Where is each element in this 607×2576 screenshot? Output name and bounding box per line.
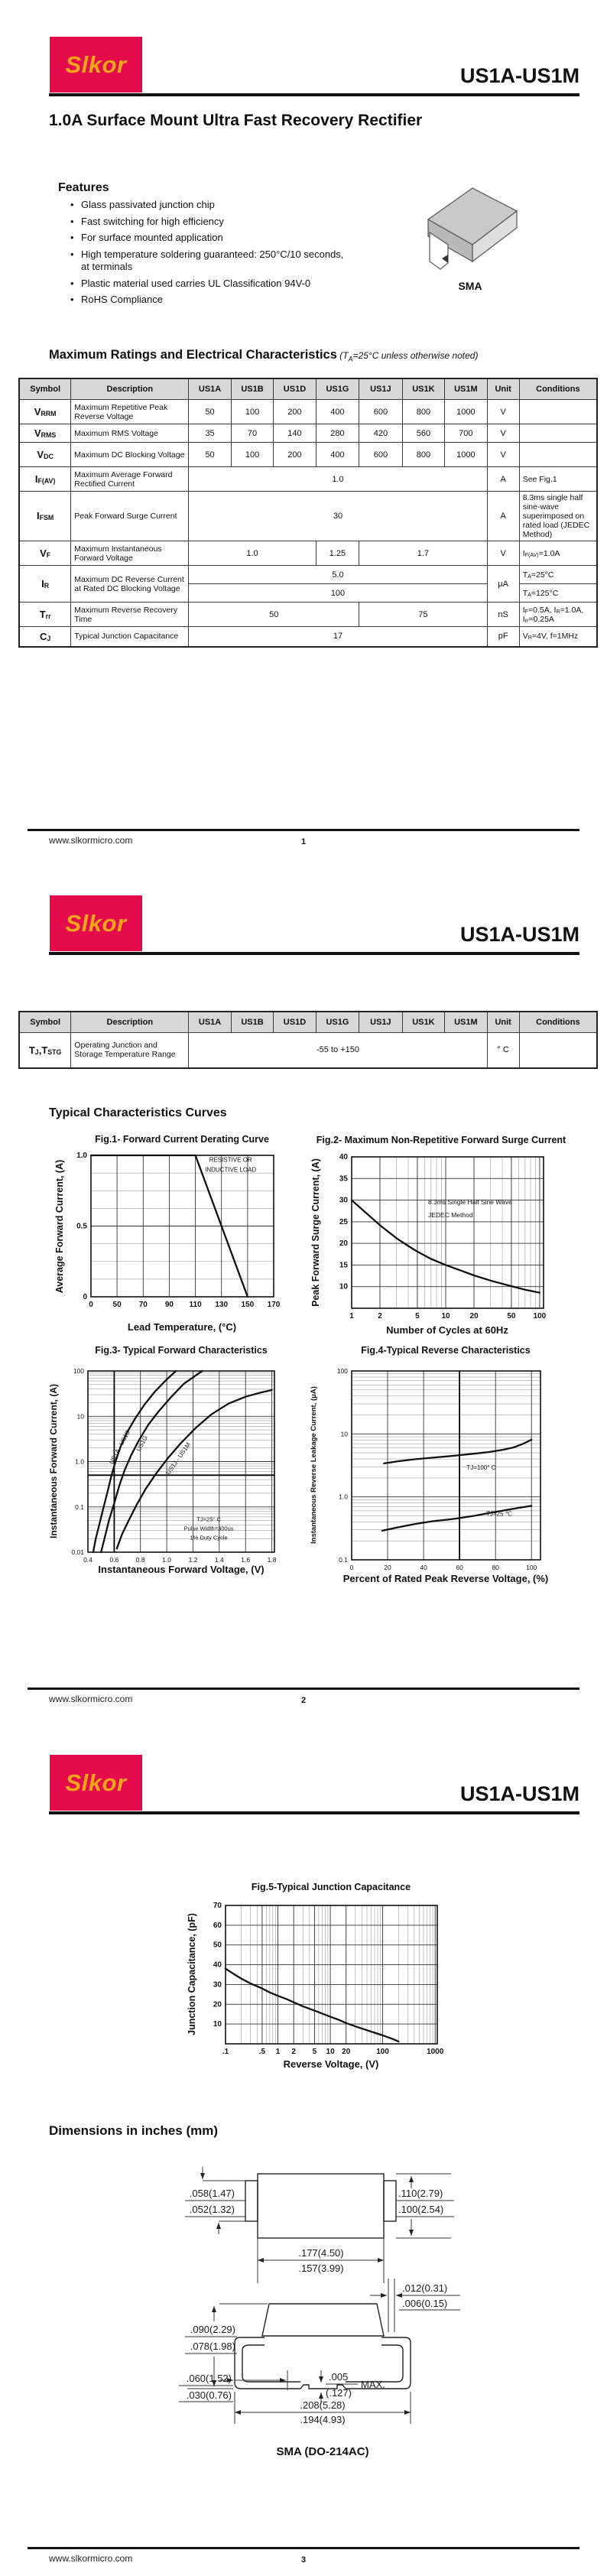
svg-text:0.1: 0.1 [339,1556,348,1564]
fig2-chart [302,1130,566,1340]
table-cell: pF [487,627,519,647]
dim-lead-width-min: .052(1.32) [189,2204,235,2215]
page-title: 1.0A Surface Mount Ultra Fast Recovery Rectifier [49,112,423,129]
footer-rule [28,1688,579,1690]
part-number: US1A-US1M [459,923,579,946]
table-cell: 17 [189,627,487,647]
svg-text:Fig.1- Forward Current Deratin: Fig.1- Forward Current Derating Curve [95,1134,269,1145]
column-header: Unit [487,378,519,400]
svg-text:1.0: 1.0 [75,1457,84,1466]
dim-standoff-mm: (.127) [326,2387,352,2399]
svg-text:Instantaneous Reverse Leakage: Instantaneous Reverse Leakage Current, (μA) [310,1386,318,1544]
table-cell: IF(AV) [19,467,71,492]
dim-overall-length-max: .208(5.28) [300,2399,346,2411]
table-cell: VR=4V, f=1MHz [519,627,597,647]
column-header: Symbol [19,1012,71,1033]
package-caption: SMA (DO-214AC) [276,2445,369,2458]
svg-text:100: 100 [376,2048,389,2056]
ratings-heading-text: Maximum Ratings and Electrical Characteristics [49,348,337,362]
table-row [19,603,597,627]
svg-text:Fig.5-Typical Junction Capacit: Fig.5-Typical Junction Capacitance [251,1882,411,1892]
column-header: Unit [487,1012,519,1033]
svg-text:Junction Capacitance, (pF): Junction Capacitance, (pF) [187,1913,197,2035]
feature-item: • Glass passivated junction chip [70,199,399,212]
table-cell: Maximum DC Reverse Current at Rated DC Blocking Voltage [71,566,189,603]
column-header: US1A [189,378,231,400]
table-cell: 400 [316,443,359,467]
dim-foot-length-max: .060(1.52) [186,2373,232,2384]
svg-text:Peak Forward Surge Current, (A: Peak Forward Surge Current, (A) [310,1158,321,1307]
svg-text:40: 40 [213,1960,222,1970]
svg-text:Pulse Width=300us: Pulse Width=300us [183,1525,234,1532]
svg-text:Number of Cycles at 60Hz: Number of Cycles at 60Hz [386,1324,508,1336]
features-list [70,199,399,310]
svg-text:0.5: 0.5 [76,1222,87,1231]
table-cell: VDC [19,443,71,467]
table-cell: Operating Junction and Storage Temperature Range [71,1033,189,1068]
dimensions-heading: Dimensions in inches (mm) [49,2123,219,2138]
ratings-heading [49,348,478,362]
table-cell: Maximum Instantaneous Forward Voltage [71,541,189,566]
svg-text:10: 10 [326,2048,335,2056]
footer-website: www.slkormicro.com [49,1694,133,1704]
svg-text:Lead Temperature, (°C): Lead Temperature, (°C) [127,1321,237,1333]
brand-logo [50,37,142,93]
brand-logo [50,895,142,951]
header-row [19,1012,597,1033]
fig4-chart [302,1342,566,1588]
ratings-table [18,378,598,648]
ratings-note-sub: A [348,355,353,363]
dim-height-max: .090(2.29) [190,2324,235,2335]
footer-website: www.slkormicro.com [49,2553,133,2564]
header-rule [49,952,579,955]
svg-text:US1J - US1M: US1J - US1M [164,1441,192,1476]
page-number: 1 [300,837,307,846]
table-row [19,1033,597,1068]
column-header: US1D [274,378,316,400]
svg-text:5: 5 [312,2048,317,2056]
svg-text:Fig.2- Maximum Non-Repetitive: Fig.2- Maximum Non-Repetitive Forward Surge Current [316,1135,566,1145]
svg-text:1.8: 1.8 [267,1556,277,1564]
svg-text:0: 0 [349,1564,354,1571]
table-cell: 50 [189,443,231,467]
table-cell: 1000 [445,443,487,467]
table-cell: IF(AV)=1.0A [519,541,597,566]
svg-text:80: 80 [492,1564,499,1571]
svg-text:Percent of Rated Peak Reverse: Percent of Rated Peak Reverse Voltage, (%) [342,1573,549,1584]
table-cell: TA=125°C [519,584,597,603]
table-cell: 100 [231,443,273,467]
svg-text:TJ=25 ℃: TJ=25 ℃ [486,1510,512,1518]
temperature-table [18,1011,598,1069]
svg-text:20: 20 [384,1564,391,1571]
dim-lead-thickness-min: .006(0.15) [402,2298,448,2309]
svg-text:1.0: 1.0 [339,1493,348,1501]
table-cell: 1.0 [189,541,316,566]
svg-text:0: 0 [83,1293,87,1301]
svg-text:Fig.3- Typical Forward Charact: Fig.3- Typical Forward Characteristics [95,1345,268,1356]
column-header: US1K [402,1012,444,1033]
table-row [19,467,597,492]
fig3-chart [31,1342,298,1580]
table-cell: -55 to +150 [189,1033,487,1068]
svg-text:1.0: 1.0 [76,1152,87,1160]
svg-text:110: 110 [189,1301,202,1309]
column-header: Description [71,378,189,400]
column-header: US1B [231,378,273,400]
svg-text:INDUCTIVE LOAD: INDUCTIVE LOAD [205,1166,257,1174]
svg-text:60: 60 [456,1564,463,1571]
table-cell: Trr [19,603,71,627]
svg-text:1000: 1000 [427,2048,444,2056]
table-cell: 600 [359,400,402,424]
svg-text:0.1: 0.1 [75,1502,84,1511]
svg-text:35: 35 [339,1174,348,1184]
table-cell: Maximum DC Blocking Voltage [71,443,189,467]
svg-text:150: 150 [241,1301,255,1309]
svg-text:70: 70 [213,1902,222,1910]
svg-text:30: 30 [213,1980,222,1990]
brand-logo-text: Slkor [65,1769,127,1796]
table-cell [519,443,597,467]
column-header: US1M [445,1012,487,1033]
table-cell: 400 [316,400,359,424]
svg-text:130: 130 [215,1301,229,1309]
table-cell: V [487,400,519,424]
column-header: US1J [359,1012,402,1033]
dim-body-width-max: .110(2.79) [398,2188,443,2199]
footer-website: www.slkormicro.com [49,835,133,846]
table-row [19,492,597,541]
table-cell: 200 [274,443,316,467]
header-rule [49,93,579,96]
svg-text:Reverse Voltage, (V): Reverse Voltage, (V) [283,2058,379,2070]
table-row [19,400,597,424]
column-header: US1K [402,378,444,400]
table-cell: 140 [274,424,316,443]
part-number: US1A-US1M [459,64,579,87]
table-cell: 700 [445,424,487,443]
dim-standoff: .005 [329,2371,349,2383]
svg-text:50: 50 [507,1312,516,1320]
table-cell: TJ,TSTG [19,1033,71,1068]
page-3 [0,1718,607,2576]
svg-text:40: 40 [339,1153,348,1161]
svg-text:2: 2 [291,2048,296,2056]
table-cell: Maximum RMS Voltage [71,424,189,443]
svg-text:1.4: 1.4 [214,1556,224,1564]
dim-lead-thickness-max: .012(0.31) [402,2282,448,2294]
features-heading: Features [58,181,109,194]
brand-logo [50,1755,142,1811]
svg-text:8.3ms Single Half Sine Wave: 8.3ms Single Half Sine Wave [428,1198,512,1207]
table-cell: 800 [402,400,444,424]
column-header: US1D [274,1012,316,1033]
table-cell [519,424,597,443]
table-cell: 8.3ms single half sine-wave superimposed on rated load (JEDEC Method) [519,492,597,541]
dim-height-min: .078(1.98) [190,2340,235,2352]
svg-text:1% Duty Cycle: 1% Duty Cycle [190,1534,228,1541]
table-cell: Maximum Reverse Recovery Time [71,603,189,627]
svg-text:5: 5 [415,1312,420,1320]
svg-text:Instantaneous Forward Voltage,: Instantaneous Forward Voltage, (V) [98,1564,265,1575]
svg-text:RESISTIVE OR: RESISTIVE OR [209,1156,252,1164]
table-cell: μA [487,566,519,603]
svg-text:100: 100 [336,1367,348,1375]
brand-logo-text: Slkor [65,909,127,937]
table-cell: V [487,541,519,566]
dimension-drawing [115,2149,497,2470]
svg-text:0.8: 0.8 [135,1556,145,1564]
table-row [19,566,597,584]
table-cell [519,1033,597,1068]
svg-text:Instantaneous Forward Current,: Instantaneous Forward Current, (A) [48,1383,59,1539]
table-cell: 600 [359,443,402,467]
table-cell: 50 [189,400,231,424]
table-row [19,627,597,647]
table-cell: 1.0 [189,467,487,492]
svg-text:20: 20 [469,1312,479,1320]
header-rule [49,1811,579,1814]
column-header: Description [71,1012,189,1033]
table-cell: IR [19,566,71,603]
table-cell [519,400,597,424]
feature-item: • For surface mounted application [70,232,399,245]
table-cell: 50 [189,603,359,627]
table-cell: 70 [231,424,273,443]
table-cell: A [487,467,519,492]
table-cell: 420 [359,424,402,443]
table-cell: ° C [487,1033,519,1068]
svg-text:20: 20 [339,1239,348,1249]
table-row [19,541,597,566]
column-header: US1B [231,1012,273,1033]
svg-text:10: 10 [213,2020,222,2029]
table-cell: 100 [231,400,273,424]
table-cell: 200 [274,400,316,424]
svg-text:.5: .5 [258,2048,266,2056]
dim-overall-length-min: .194(4.93) [300,2414,346,2425]
svg-text:10: 10 [76,1412,84,1421]
dim-body-length-min: .157(3.99) [298,2263,344,2274]
column-header: US1J [359,378,402,400]
feature-item: • High temperature soldering guaranteed: 250°C/10 seconds, at terminals [70,249,399,274]
fig5-chart [172,1873,466,2078]
table-cell: 1000 [445,400,487,424]
table-cell: See Fig.1 [519,467,597,492]
table-cell: 1.7 [359,541,487,566]
part-number: US1A-US1M [459,1782,579,1805]
svg-text:50: 50 [213,1941,222,1950]
svg-text:30: 30 [339,1196,348,1205]
brand-logo-text: Slkor [65,50,127,78]
table-cell: V [487,424,519,443]
svg-text:40: 40 [420,1564,427,1571]
curves-heading: Typical Characteristics Curves [49,1106,227,1119]
table-cell: IFSM [19,492,71,541]
table-cell: VF [19,541,71,566]
column-header: US1A [189,1012,231,1033]
svg-text:1.0: 1.0 [162,1556,172,1564]
svg-text:100: 100 [73,1367,84,1375]
table-row [19,424,597,443]
dim-body-length-max: .177(4.50) [298,2247,344,2259]
dimension-labels [187,2188,448,2458]
table-cell: IF=0.5A, IR=1.0A, Irr=0.25A [519,603,597,627]
svg-text:0.4: 0.4 [83,1556,93,1564]
page-2 [0,859,607,1718]
table-cell: Typical Junction Capacitance [71,627,189,647]
svg-text:170: 170 [267,1301,281,1309]
column-header: US1G [316,1012,359,1033]
page-1 [0,0,607,859]
svg-text:20: 20 [342,2048,351,2056]
page-number: 2 [300,1696,307,1705]
svg-text:10: 10 [339,1282,348,1291]
svg-text:1: 1 [349,1312,354,1320]
sma-package-image [413,177,527,277]
svg-text:1.6: 1.6 [241,1556,251,1564]
table-cell: 100 [189,584,487,603]
column-header: US1M [445,378,487,400]
table-cell: 280 [316,424,359,443]
svg-text:0: 0 [89,1301,93,1309]
svg-text:1.2: 1.2 [188,1556,198,1564]
feature-item: • Plastic material used carries UL Classification 94V-0 [70,278,399,291]
column-header: Conditions [519,1012,597,1033]
feature-item: • Fast switching for high efficiency [70,216,399,229]
table-cell: Maximum Average Forward Rectified Current [71,467,189,492]
svg-text:Average Forward Current, (A): Average Forward Current, (A) [54,1159,65,1294]
table-row [19,443,597,467]
ratings-note-post: =25°C unless otherwise noted) [352,350,479,361]
svg-text:10: 10 [441,1312,450,1320]
svg-text:50: 50 [112,1301,122,1309]
svg-text:0.01: 0.01 [71,1548,84,1556]
svg-text:.1: .1 [222,2048,229,2056]
svg-text:TJ=25° C: TJ=25° C [196,1515,221,1523]
svg-text:100: 100 [533,1312,547,1320]
table-cell: VRRM [19,400,71,424]
svg-text:0.6: 0.6 [109,1556,119,1564]
svg-text:100: 100 [526,1564,537,1571]
table-cell: TA=25°C [519,566,597,584]
fig1-chart [31,1130,298,1337]
svg-text:20: 20 [213,2000,222,2009]
footer-rule [28,2547,579,2549]
svg-text:15: 15 [339,1261,348,1270]
table-cell: Maximum Repetitive Peak Reverse Voltage [71,400,189,424]
table-cell: V [487,443,519,467]
dim-foot-length-min: .030(0.76) [186,2389,232,2401]
table-cell: VRMS [19,424,71,443]
table-cell: 75 [359,603,487,627]
svg-text:2: 2 [378,1312,382,1320]
header-row [19,378,597,400]
ratings-note-pre: (T [336,350,349,361]
footer-rule [28,829,579,831]
svg-text:90: 90 [164,1301,174,1309]
table-cell: 800 [402,443,444,467]
svg-text:JEDEC Method: JEDEC Method [428,1211,473,1220]
table-cell: nS [487,603,519,627]
svg-text:US1A - US1D: US1A - US1D [108,1428,132,1466]
svg-text:25: 25 [339,1217,348,1226]
dim-body-width-min: .100(2.54) [398,2204,444,2215]
table-cell: 35 [189,424,231,443]
table-cell: 5.0 [189,566,487,584]
svg-text:Fig.4-Typical Reverse Characte: Fig.4-Typical Reverse Characteristics [361,1345,531,1356]
svg-text:TJ=100° C: TJ=100° C [466,1464,496,1472]
table-cell: Peak Forward Surge Current [71,492,189,541]
dim-standoff-max-label: MAX. [361,2379,385,2390]
svg-text:10: 10 [340,1430,348,1438]
column-header: Symbol [19,378,71,400]
table-cell: 30 [189,492,487,541]
svg-text:60: 60 [213,1921,222,1930]
feature-item: • RoHS Compliance [70,294,399,307]
table-cell: 1.25 [316,541,359,566]
dim-lead-width-max: .058(1.47) [189,2188,235,2199]
table-cell: CJ [19,627,71,647]
table-cell: 560 [402,424,444,443]
svg-text:US1G: US1G [135,1434,149,1453]
page-number: 3 [300,2555,307,2565]
sma-package-label: SMA [458,280,482,292]
column-header: US1G [316,378,359,400]
column-header: Conditions [519,378,597,400]
svg-text:1: 1 [275,2048,281,2056]
table-cell: A [487,492,519,541]
svg-text:70: 70 [138,1301,148,1309]
